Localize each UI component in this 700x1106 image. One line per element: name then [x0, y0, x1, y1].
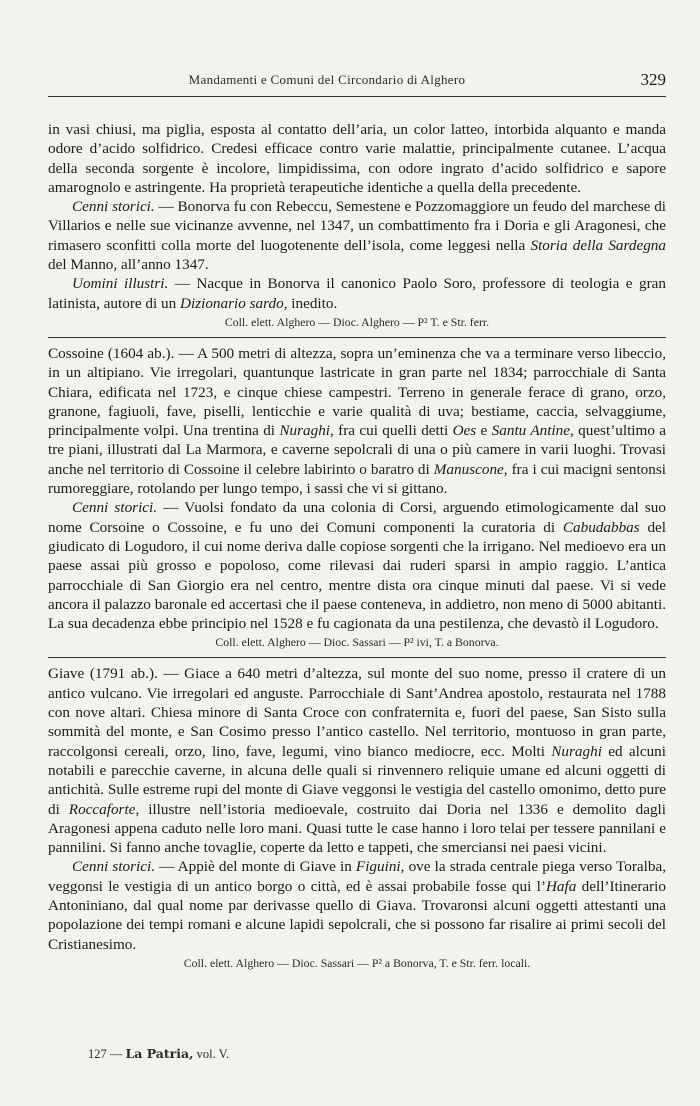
section-divider [48, 657, 666, 658]
section-label: Cenni storici. [72, 858, 156, 876]
publication-title: La Patria, [125, 1046, 194, 1061]
giave-reference-line: Coll. elett. Alghero — Dioc. Sassari — P² a Bonorva, T. e Str. ferr. locali. [183, 955, 531, 970]
cossoine-history-paragraph: Cenni storici. — Vuolsi fondato da una colonia di Corsi, arguendo etimologicamente dal suo nome Corsoine o Cossoine, e fu uno dei Comuni componenti la curatoria di Cabudabbas del giudicato di Logudoro, il cui nome deriva dalle copiose sorgenti che la irrigano. Nel medioevo era un paese assai più grosso e popoloso, come rilevasi dai ruderi sparsi in ampio raggio. L’antica parrocchiale di San Giorgio era nel centro, mentre dista ora cinque minuti dal paese. Vi si vede ancora il palazzo baronale ed accertasi che il paese conteneva, in addietro, non meno di 5000 abitanti. La sua decadenza ebbe principio nel 1528 e fu cagionata da una pestilenza, che devastò il Logudoro. [48, 499, 667, 633]
cossoine-description-paragraph: Cossoine (1604 ab.). — A 500 metri di altezza, sopra un’eminenza che va a terminare verso libeccio, in un altipiano. Vie irregolari, quantunque lastricate in gran parte nel 1834; parrocchiale di Santa Chiara, edificata nel 1723, e cinque chiese campestri. Terreno in generale ferace di grano, orzo, granone, fagiuoli, fave, piselli, lenticchie e varie qualità di uva; bestiame, caccia, selvaggiume, principalmente volpi. Una trentina di Nuraghi, fra cui quelli detti Oes e Santu Antine, quest’ultimo a tre piani, illustrati dal La Marmora, e caverne sepolcrali di una o più camere in varii luoghi. Trovasi anche nel territorio di Cossoine il celebre labirinto o baratro di Manuscone, fra i cui macigni sentonsi rumoreggiare, rotolando per lungo tempo, i sassi che vi si gittano. [48, 344, 667, 498]
running-title: Mandamenti e Comuni del Circondario di Alghero [188, 72, 466, 87]
bonorva-reference-line: Coll. elett. Alghero — Dioc. Alghero — P² T. e Str. ferr. [224, 314, 490, 329]
signature-mark: 127 — [88, 1047, 123, 1061]
entry-heading: Giave (1791 ab.). [48, 665, 158, 683]
giave-description-paragraph: Giave (1791 ab.). — Giace a 640 metri d’altezza, sul monte del suo nome, presso il cratere di un antico vulcano. Vie irregolari ed anguste. Parrocchiale di Sant’Andrea apostolo, restaurata nel 1788 con nove altari. Chiesa minore di Santa Croce con confraternita e, fuori del paese, San Sisto sulla sommità del monte, e San Cosimo presso l’antico castello. Nel territorio, montuoso in gran parte, raccolgonsi cereali, orzo, lino, fave, legumi, vino bianco mediocre, ecc. Molti Nuraghi ed alcuni notabili e parecchie caverne, in alcuna delle quali si rinvennero reliquie umane ed alcuni oggetti di antichità. Sulle estreme rupi del monte di Giave veggonsi le vestigia del castello omonimo, detto pure di Roccaforte, illustre nell’istoria medioevale, costruito dai Doria nel 1336 e demolito dagli Aragonesi appena caduto nelle loro mani. Quasi tutte le case hanno i loro telai per tessere pannilani e pannilini. Si fanno anche tovaglie, coperte da letto e tappeti, che smerciansi nei paesi vicini. [48, 665, 666, 857]
page-body [48, 120, 666, 977]
section-divider [48, 337, 666, 338]
cossoine-reference-line: Coll. elett. Alghero — Dioc. Sassari — P² ivi, T. a Bonorva. [215, 635, 499, 650]
section-label: Uomini illustri. [72, 275, 169, 293]
section-label: Cenni storici. [72, 499, 158, 517]
volume-label: vol. V. [196, 1047, 230, 1061]
running-header [48, 70, 666, 97]
giave-history-paragraph: Cenni storici. — Appiè del monte di Giave in Figuini, ove la strada centrale piega verso Toralba, veggonsi le vestigia di un antico borgo o città, ed è assai probabile fosse qui l’Hafa dell’Itinerario Antoniniano, dal qual nome par derivasse quello di Giava. Trovaronsi alcuni oggetti attestanti una popolazione dei tempi romani e alcune lapidi sepolcrali, che si possono far risalire ai primi secoli del Cristianesimo. [48, 858, 667, 953]
page-number: 329 [640, 70, 666, 89]
bonorva-history-paragraph: Cenni storici. — Bonorva fu con Rebeccu, Semestene e Pozzomaggiore un feudo del marchese di Villarios e nelle sue vicinanze avvenne, nel 1347, un combattimento fra i Doria e gli Aragonesi, che rimasero sconfitti colla morte del luogotenente dell’isola, come leggesi nella Storia della Sardegna del Manno, all’anno 1347. [48, 198, 667, 274]
entry-heading: Cossoine (1604 ab.). [48, 344, 175, 362]
page-footer [88, 1046, 229, 1062]
section-label: Cenni storici. [72, 198, 155, 216]
bonorva-notables-paragraph: Uomini illustri. — Nacque in Bonorva il canonico Paolo Soro, professore di teologia e gran latinista, autore di un Dizionario sardo, inedito. [48, 275, 666, 312]
bonorva-paragraph-waters: in vasi chiusi, ma piglia, esposta al contatto dell’aria, un color latteo, intorbida alquanto e manda odore d’acido solfidrico. Credesi efficace contro varie malattie, principalmente cutanee. L’acqua della seconda sorgente è incolore, limpidissima, con odore ingrato d’acido solfidrico e sapore amarognolo e astringente. Ha proprietà terapeutiche identiche a quella della precedente. [48, 121, 666, 196]
